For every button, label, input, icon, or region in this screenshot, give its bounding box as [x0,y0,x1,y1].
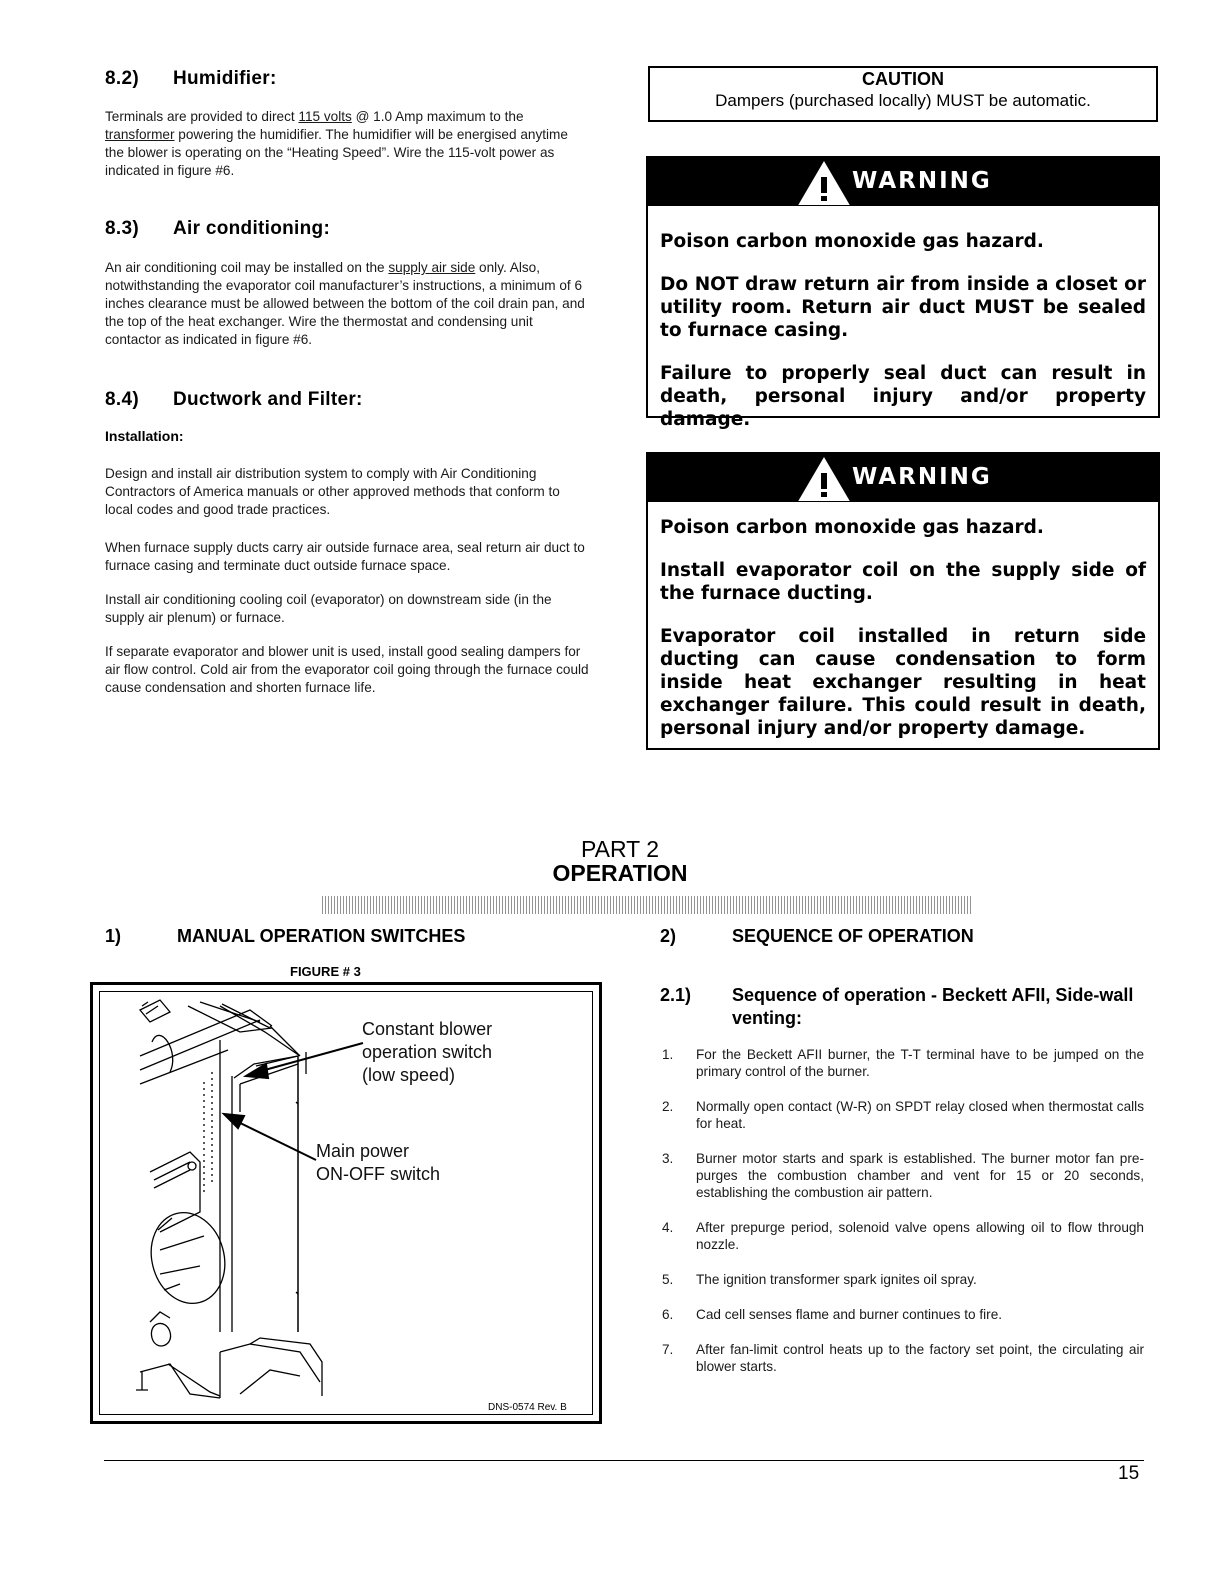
figure-label: FIGURE # 3 [290,964,361,979]
warning-line: Install evaporator coil on the supply side of the furnace ducting. [660,560,1146,604]
warning-line: Poison carbon monoxide gas hazard. [660,517,1044,538]
sequence-subheading: 2.1) Sequence of operation - Beckett AFII, Side-wall venting: [660,985,1134,1028]
manual-switches-heading: 1) MANUAL OPERATION SWITCHES [105,926,466,946]
warning-line: Poison carbon monoxide gas hazard. [660,231,1044,252]
warning-triangle-icon [798,160,850,206]
sequence-step-text: Normally open contact (W-R) on SPDT relay closed when thermostat calls for heat. [696,1099,1144,1131]
sequence-step-number: 2. [662,1099,674,1114]
part-title: OPERATION [552,860,688,886]
sequence-step-number: 3. [662,1151,674,1166]
sequence-step [662,1219,1144,1253]
warning-banner [648,454,1158,502]
footer-rule [104,1460,1144,1461]
ductwork-paragraph: Design and install air distribution system to comply with Air Conditioning Contractors of America manuals or other approved methods that conform to local codes and good trade practices. [105,466,560,517]
ductwork-paragraph: If separate evaporator and blower unit is used, install good sealing dampers for air flow control. Cold air from the evaporator coil going through the furnace could cause condensation and shorten furnace life. [105,644,589,695]
ductwork-heading: 8.4) Ductwork and Filter: [105,389,363,410]
decorative-hatch-bar [322,896,972,914]
warning-box-evaporator [646,452,1160,750]
furnace-switch-illustration [100,992,593,1415]
air-conditioning-heading: 8.3) Air conditioning: [105,218,331,239]
sequence-heading: 2) SEQUENCE OF OPERATION [660,926,974,946]
callout-constant-blower: Constant blower operation switch (low speed) [362,1019,493,1085]
page-number: 15 [1118,1463,1140,1484]
sequence-steps [662,1046,1144,1393]
sequence-step-text: For the Beckett AFII burner, the T-T terminal have to be jumped on the primary control of the burner. [696,1047,1144,1079]
warning-box-return-air [646,156,1160,430]
sequence-step [662,1341,1144,1375]
humidifier-text: Terminals are provided to direct 115 volts @ 1.0 Amp maximum to the transformer powering the humidifier. The humidifier will be energised anytime the blower is operating on the “Heating Speed”. Wire the 115-volt power as indicated in figure #6. [105,109,568,178]
sequence-step [662,1306,1144,1323]
installation-subheading: Installation: [105,428,184,444]
sequence-step-text: Burner motor starts and spark is established. The burner motor fan pre-purges the combustion chamber and vent for 15 or 20 seconds, establishing the combustion air pattern. [696,1151,1144,1200]
sequence-step-number: 1. [662,1047,674,1062]
warning-line: Do NOT draw return air from inside a closet or utility room. Return air duct MUST be sealed to furnace casing. [660,274,1146,341]
sequence-step-number: 4. [662,1220,674,1235]
caution-message: Dampers (purchased locally) MUST be automatic. [715,91,1091,110]
humidifier-heading: 8.2) Humidifier: [105,68,277,89]
sequence-step-number: 6. [662,1307,674,1322]
warning-label: WARNING [852,464,992,490]
warning-label: WARNING [852,168,992,194]
ductwork-paragraph: When furnace supply ducts carry air outside furnace area, seal return air duct to furnace casing and terminate duct outside furnace space. [105,540,585,573]
warning-line: Evaporator coil installed in return side ducting can cause condensation to form inside heat exchanger resulting in heat exchanger failure. This could result in death, personal injury and/or property damage. [660,626,1146,739]
figure-3 [90,982,602,1424]
ductwork-text [105,465,589,709]
sequence-step [662,1150,1144,1201]
sequence-step-text: After fan-limit control heats up to the factory set point, the circulating air blower starts. [696,1342,1144,1374]
warning-line: Failure to properly seal duct can result in death, personal injury and/or property damage. [660,363,1146,430]
sequence-step-number: 7. [662,1342,674,1357]
warning-banner [648,158,1158,206]
caution-title: CAUTION [862,69,944,89]
air-conditioning-text: An air conditioning coil may be installed on the supply air side only. Also, notwithstanding the evaporator coil manufacturer’s instructions, a minimum of 6 inches clearance must be allowed between the bottom of the coil drain pan, and the top of the heat exchanger. Wire the thermostat and condensing unit contactor as indicated in figure #6. [105,260,585,347]
sequence-step-number: 5. [662,1272,674,1287]
document-reference: DNS-0574 Rev. B [488,1402,567,1413]
warning-triangle-icon [798,456,850,502]
sequence-step-text: After prepurge period, solenoid valve opens allowing oil to flow through nozzle. [696,1220,1144,1252]
sequence-step [662,1046,1144,1080]
sequence-step-text: The ignition transformer spark ignites oil spray. [696,1272,977,1287]
callout-main-power: Main power ON-OFF switch [316,1141,440,1184]
sequence-step [662,1098,1144,1132]
part-label: PART 2 [581,836,659,862]
ductwork-paragraph: Install air conditioning cooling coil (evaporator) on downstream side (in the supply air plenum) or furnace. [105,592,552,625]
sequence-step [662,1271,1144,1288]
caution-box [648,66,1158,122]
sequence-step-text: Cad cell senses flame and burner continues to fire. [696,1307,1003,1322]
